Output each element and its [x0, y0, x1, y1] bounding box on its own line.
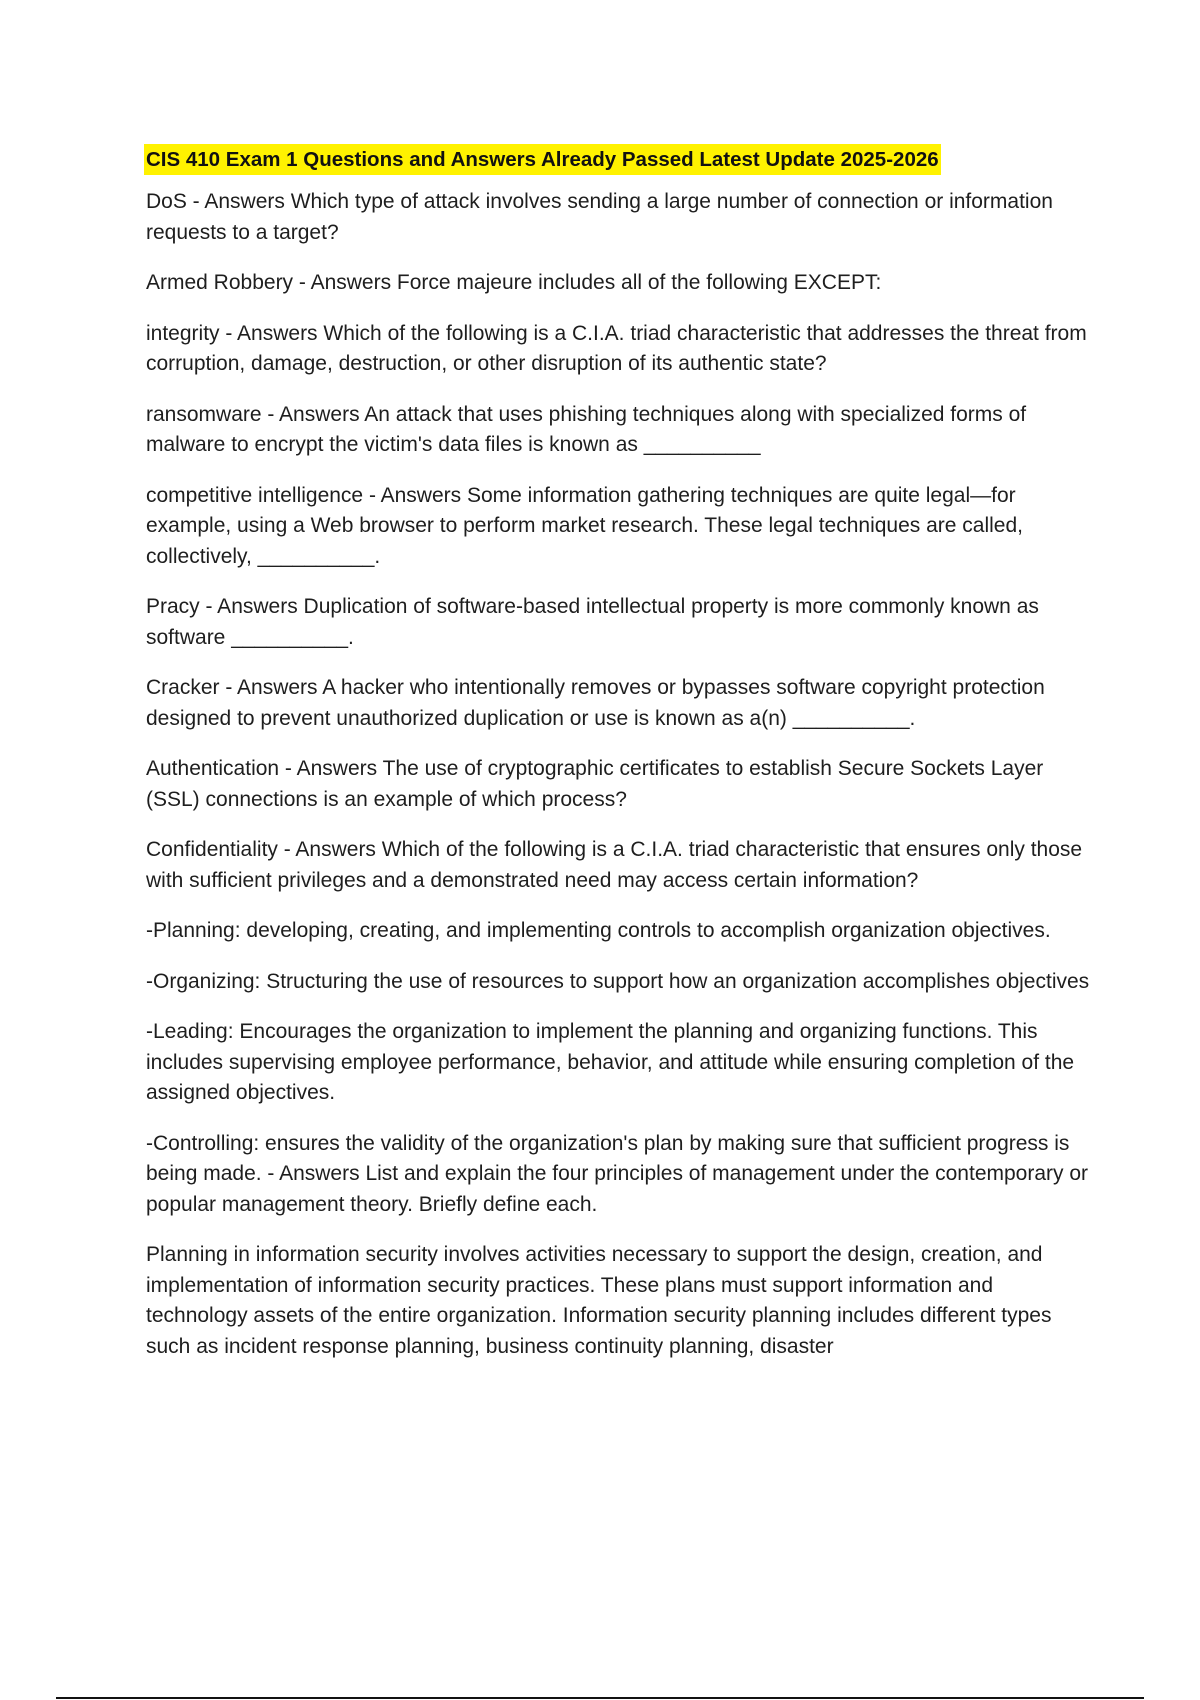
- management-leading-item: -Leading: Encourages the organization to implement the planning and organizing functions. This includes supervising employee performance, behavior, and attitude while ensuring completion of the assigned objectives.: [146, 1020, 1075, 1104]
- qa-paragraph-ransomware: ransomware - Answers An attack that uses phishing techniques along with specialized forms of malware to encrypt the victim's data files is known as __________: [146, 402, 1027, 456]
- qa-paragraph-authentication: Authentication - Answers The use of cryptographic certificates to establish Secure Sockets Layer (SSL) connections is an example of which process?: [146, 757, 1044, 811]
- page-bottom-rule: [56, 1697, 1144, 1699]
- management-organizing-item: -Organizing: Structuring the use of resources to support how an organization accomplishes objectives: [146, 969, 1090, 993]
- document-title: CIS 410 Exam 1 Questions and Answers Already Passed Latest Update 2025-2026: [144, 144, 941, 175]
- qa-paragraph-integrity: integrity - Answers Which of the following is a C.I.A. triad characteristic that addresses the threat from corruption, damage, destruction, or other disruption of its authentic state?: [146, 321, 1087, 375]
- qa-paragraph-dos: DoS - Answers Which type of attack involves sending a large number of connection or information requests to a target?: [146, 190, 1053, 244]
- qa-paragraph-armed-robbery: Armed Robbery - Answers Force majeure includes all of the following EXCEPT:: [146, 271, 882, 294]
- qa-paragraph-confidentiality: Confidentiality - Answers Which of the following is a C.I.A. triad characteristic that ensures only those with sufficient privileges and a demonstrated need may access certain information?: [146, 838, 1083, 892]
- qa-paragraph-piracy: Pracy - Answers Duplication of software-based intellectual property is more commonly known as software __________.: [146, 595, 1039, 649]
- infosec-planning-paragraph: Planning in information security involves activities necessary to support the design, creation, and implementation of information security practices. These plans must support information and technology assets of the entire organization. Information security planning includes different types such as incident response planning, business continuity planning, disaster: [146, 1243, 1052, 1358]
- document-body: [146, 144, 1096, 1382]
- qa-paragraph-cracker: Cracker - Answers A hacker who intentionally removes or bypasses software copyright protection designed to prevent unauthorized duplication or use is known as a(n) __________.: [146, 676, 1045, 730]
- management-controlling-item: -Controlling: ensures the validity of the organization's plan by making sure that sufficient progress is being made. - Answers List and explain the four principles of management under the contemporary or popular management theory. Briefly define each.: [146, 1131, 1089, 1216]
- management-planning-item: -Planning: developing, creating, and implementing controls to accomplish organization objectives.: [146, 919, 1051, 942]
- qa-paragraph-competitive-intelligence: competitive intelligence - Answers Some information gathering techniques are quite legal—for example, using a Web browser to perform market research. These legal techniques are called, collectively, __________.: [146, 483, 1023, 568]
